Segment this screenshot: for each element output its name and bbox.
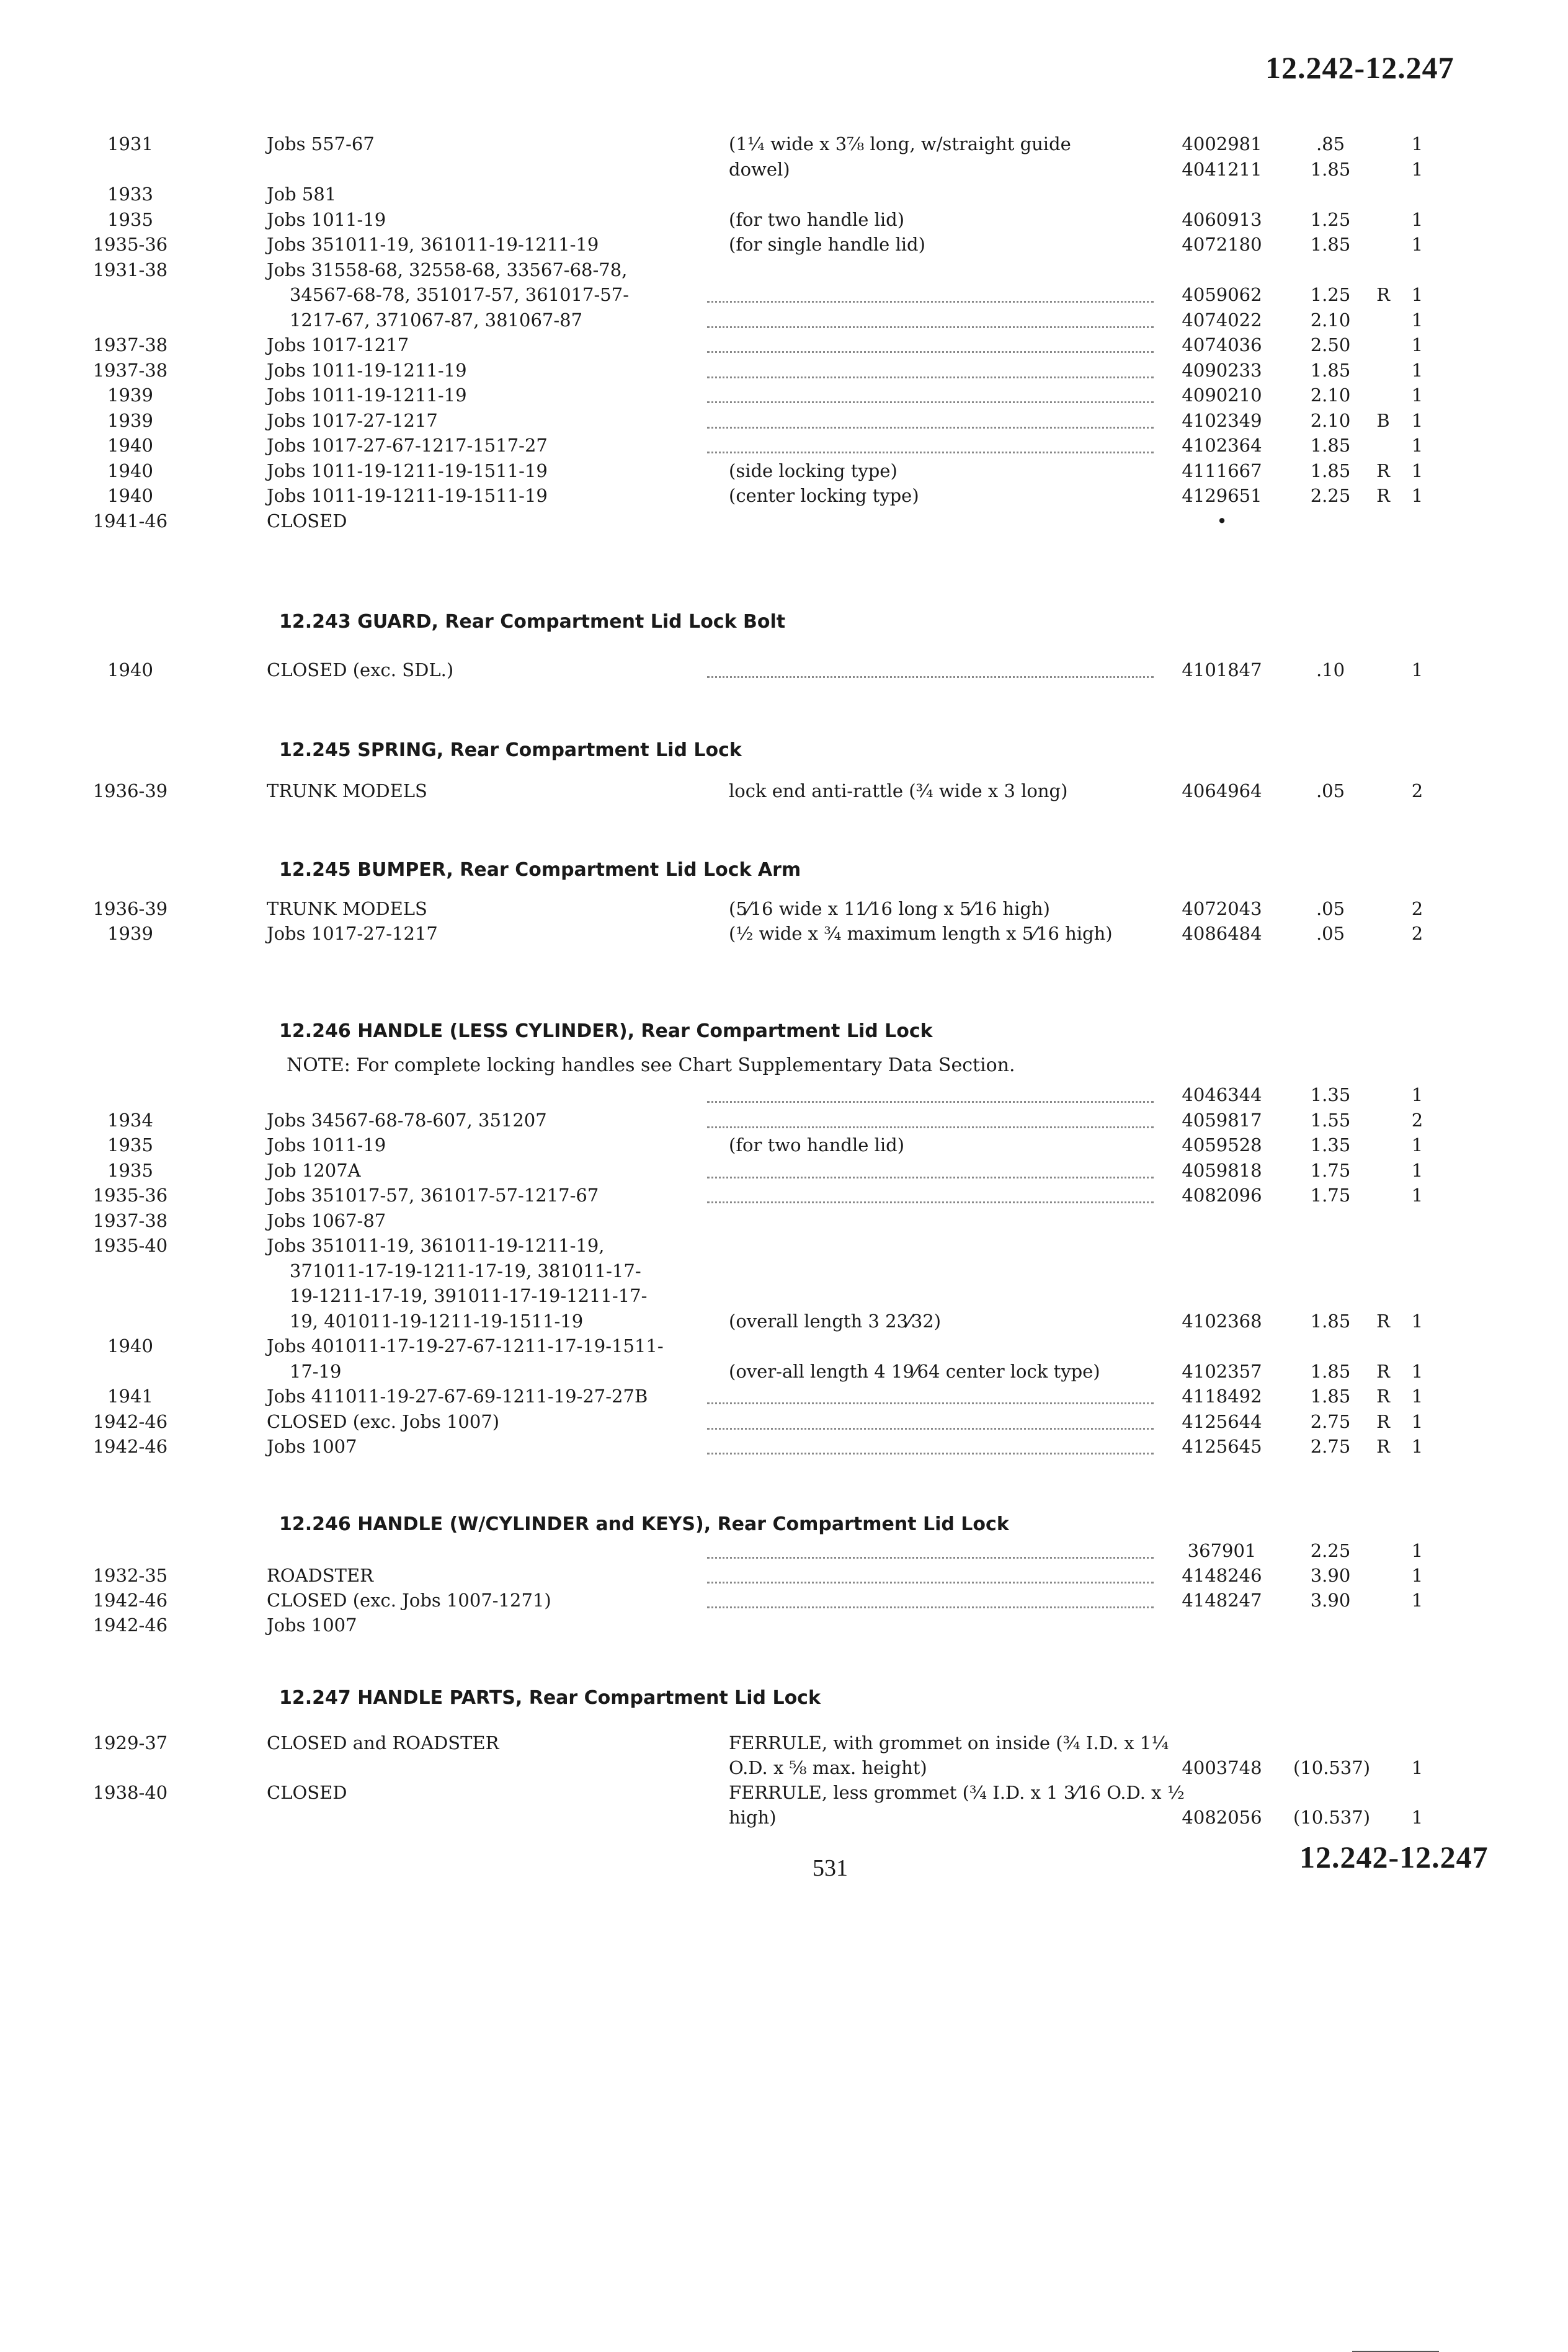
dot-leader [707, 401, 1154, 403]
list-price: 1.85 [1310, 435, 1351, 456]
list-price: 1.85 [1310, 1360, 1351, 1382]
part-description: (for two handle lid) [729, 208, 905, 230]
quantity: 1 [1411, 385, 1423, 406]
list-price: 1.25 [1310, 284, 1351, 305]
page-number: 531 [813, 1855, 848, 1881]
model-applications: 19, 401011-19-1211-19-1511-19 [267, 1310, 584, 1332]
model-applications: Jobs 351011-19, 361011-19-1211-19, [267, 1235, 605, 1256]
table-row [0, 332, 1568, 357]
part-description: O.D. x ⅝ max. height) [729, 1757, 927, 1778]
model-applications: 371011-17-19-1211-17-19, 381011-17- [267, 1260, 641, 1281]
price-code: R [1376, 284, 1390, 305]
part-number: 4082096 [1182, 1185, 1262, 1206]
model-applications: Jobs 31558-68, 32558-68, 33567-68-78, [267, 259, 628, 280]
quantity: 1 [1411, 1757, 1423, 1778]
part-number: 4064964 [1182, 780, 1262, 801]
part-number: 4090210 [1182, 385, 1262, 406]
section-title: 12.245 SPRING, Rear Compartment Lid Lock [279, 739, 742, 761]
list-price: .05 [1316, 923, 1345, 944]
quantity: 1 [1411, 234, 1423, 255]
table-row [0, 778, 1568, 803]
model-year: 1937-38 [92, 359, 168, 381]
part-number: 4125645 [1182, 1436, 1262, 1457]
model-year: 1929-37 [92, 1732, 168, 1753]
list-price: 1.85 [1310, 158, 1351, 180]
dot-leader [707, 676, 1154, 678]
list-price: 2.25 [1310, 1540, 1351, 1561]
part-description: (center locking type) [729, 485, 919, 506]
list-price: 1.75 [1310, 1159, 1351, 1181]
list-price: 1.25 [1310, 208, 1351, 230]
list-price: 2.10 [1310, 309, 1351, 331]
model-year: 1932-35 [92, 1565, 168, 1586]
quantity: 1 [1411, 1410, 1423, 1432]
quantity: 1 [1411, 1310, 1423, 1332]
model-applications: Jobs 1017-27-67-1217-1517-27 [267, 435, 548, 456]
list-price: 3.90 [1310, 1565, 1351, 1586]
model-year: 1936-39 [92, 898, 168, 919]
part-number: 4148246 [1182, 1565, 1262, 1586]
section-title: 12.243 GUARD, Rear Compartment Lid Lock Bolt [279, 611, 786, 633]
model-applications: 17-19 [267, 1360, 342, 1382]
quantity: 1 [1411, 1084, 1423, 1105]
model-year: 1940 [107, 485, 153, 506]
table-row [0, 1384, 1568, 1409]
list-price: 1.85 [1310, 1310, 1351, 1332]
model-year: 1942-46 [92, 1410, 168, 1432]
model-applications: Jobs 1011-19 [267, 208, 386, 230]
part-description: (½ wide x ¾ maximum length x 5⁄16 high) [729, 923, 1113, 944]
part-number: 4072043 [1182, 898, 1262, 919]
model-year: 1940 [107, 460, 153, 481]
quantity: 1 [1411, 409, 1423, 431]
part-number: 4059528 [1182, 1134, 1262, 1156]
list-price: 2.10 [1310, 409, 1351, 431]
model-applications: ROADSTER [267, 1565, 374, 1586]
model-year: 1935-36 [92, 1185, 168, 1206]
part-number: 4102368 [1182, 1310, 1262, 1332]
quantity: 1 [1411, 1590, 1423, 1611]
model-applications: Jobs 1017-1217 [267, 334, 409, 355]
list-price: 2.75 [1310, 1410, 1351, 1432]
list-price: (10.537) [1293, 1757, 1371, 1778]
model-year: 1942-46 [92, 1590, 168, 1611]
part-number: 4148247 [1182, 1590, 1262, 1611]
dot-leader [707, 1101, 1154, 1103]
part-number: 4129651 [1182, 485, 1262, 506]
part-number: 4002981 [1182, 133, 1262, 154]
list-price: .05 [1316, 898, 1345, 919]
list-price: 1.85 [1310, 1386, 1351, 1407]
table-row [0, 1538, 1568, 1563]
part-description: FERRULE, less grommet (¾ I.D. x 1 3⁄16 O.D. x ½ [729, 1782, 1185, 1803]
part-number: 4059818 [1182, 1159, 1262, 1181]
part-description: high) [729, 1807, 777, 1828]
list-price: 1.85 [1310, 460, 1351, 481]
table-row [0, 131, 1568, 156]
dot-leader [707, 326, 1154, 328]
part-number: 4059817 [1182, 1109, 1262, 1131]
table-row [0, 1805, 1568, 1830]
table-row [0, 232, 1568, 257]
table-row [0, 358, 1568, 383]
dot-leader [707, 1201, 1154, 1203]
quantity: 1 [1411, 334, 1423, 355]
section-note: NOTE: For complete locking handles see Chart Supplementary Data Section. [287, 1054, 1015, 1076]
table-row [0, 1108, 1568, 1133]
price-code: B [1376, 409, 1390, 431]
table-row [0, 1731, 1568, 1755]
list-price: 2.10 [1310, 385, 1351, 406]
part-number: 4072180 [1182, 234, 1262, 255]
quantity: 1 [1411, 208, 1423, 230]
part-number: 4041211 [1182, 158, 1262, 180]
model-year: 1935 [107, 1134, 153, 1156]
part-number: 4102357 [1182, 1360, 1262, 1382]
section-title: 12.246 HANDLE (W/CYLINDER and KEYS), Rear Compartment Lid Lock [279, 1513, 1009, 1535]
model-applications: Jobs 1017-27-1217 [267, 923, 438, 944]
model-applications: Jobs 1011-19-1211-19 [267, 359, 467, 381]
model-applications: CLOSED (exc. Jobs 1007-1271) [267, 1590, 551, 1611]
quantity: 1 [1411, 1540, 1423, 1561]
model-year: 1940 [107, 659, 153, 680]
part-description: (5⁄16 wide x 11⁄16 long x 5⁄16 high) [729, 898, 1050, 919]
dot-leader [707, 1126, 1154, 1128]
model-year: 1941-46 [92, 510, 168, 532]
quantity: 1 [1411, 485, 1423, 506]
list-price: (10.537) [1293, 1807, 1371, 1828]
model-applications: Jobs 1011-19-1211-19 [267, 385, 467, 406]
model-applications: Jobs 411011-19-27-67-69-1211-19-27-27B [267, 1386, 648, 1407]
model-applications: CLOSED (exc. SDL.) [267, 659, 454, 680]
quantity: 1 [1411, 1134, 1423, 1156]
model-year: 1939 [107, 409, 153, 431]
part-number: 367901 [1187, 1540, 1257, 1561]
price-code: R [1376, 1310, 1390, 1332]
price-code: R [1376, 1436, 1390, 1457]
list-price: 1.85 [1310, 359, 1351, 381]
list-price: 1.85 [1310, 234, 1351, 255]
part-number: 4102364 [1182, 435, 1262, 456]
table-row [0, 433, 1568, 458]
part-number: 4046344 [1182, 1084, 1262, 1105]
table-row [0, 1780, 1568, 1805]
part-description: FERRULE, with grommet on inside (¾ I.D. x 1¼ [729, 1732, 1169, 1753]
dot-leader [707, 1402, 1154, 1404]
quantity: 1 [1411, 284, 1423, 305]
list-price: 1.75 [1310, 1185, 1351, 1206]
part-number: 4111667 [1182, 460, 1262, 481]
table-row [0, 1258, 1568, 1283]
quantity: 1 [1411, 1185, 1423, 1206]
list-price: .05 [1316, 780, 1345, 801]
dot-leader [707, 1582, 1154, 1584]
part-description: (for single handle lid) [729, 234, 925, 255]
dot-leader [707, 376, 1154, 378]
model-applications: TRUNK MODELS [267, 898, 427, 919]
model-applications: Jobs 557-67 [267, 133, 375, 154]
table-row [0, 483, 1568, 508]
model-applications: Jobs 1007 [267, 1436, 357, 1457]
part-description: (overall length 3 23⁄32) [729, 1310, 942, 1332]
table-row [0, 1563, 1568, 1588]
list-price: 3.90 [1310, 1590, 1351, 1611]
list-price: 1.35 [1310, 1084, 1351, 1105]
quantity: 1 [1411, 1386, 1423, 1407]
model-year: 1937-38 [92, 1209, 168, 1231]
model-applications: 19-1211-17-19, 391011-17-19-1211-17- [267, 1285, 648, 1306]
quantity: 2 [1411, 898, 1423, 919]
table-row [0, 207, 1568, 232]
section-title: 12.245 BUMPER, Rear Compartment Lid Lock Arm [279, 859, 801, 881]
price-code: R [1376, 1410, 1390, 1432]
model-applications: Jobs 351017-57, 361017-57-1217-67 [267, 1185, 599, 1206]
model-year: 1939 [107, 923, 153, 944]
model-year: 1940 [107, 1335, 153, 1356]
price-code: R [1376, 1360, 1390, 1382]
model-year: 1931-38 [92, 259, 168, 280]
model-applications: TRUNK MODELS [267, 780, 427, 801]
table-row [0, 509, 1568, 533]
list-price: 2.75 [1310, 1436, 1351, 1457]
dot-leader [707, 1428, 1154, 1430]
part-description: (side locking type) [729, 460, 898, 481]
table-row [0, 282, 1568, 307]
dot-leader [707, 351, 1154, 353]
part-description: (1¼ wide x 3⅞ long, w/straight guide [729, 133, 1071, 154]
model-year: 1937-38 [92, 334, 168, 355]
part-number: 4086484 [1182, 923, 1262, 944]
quantity: 1 [1411, 1159, 1423, 1181]
part-number: 4074036 [1182, 334, 1262, 355]
model-applications: Jobs 1067-87 [267, 1209, 386, 1231]
quantity: 1 [1411, 359, 1423, 381]
model-year: 1934 [107, 1109, 153, 1131]
price-code: R [1376, 1386, 1390, 1407]
model-year: 1935-40 [92, 1235, 168, 1256]
quantity: 1 [1411, 309, 1423, 331]
part-number: 4101847 [1182, 659, 1262, 680]
model-applications: Jobs 1007 [267, 1615, 357, 1636]
part-number: • [1216, 510, 1227, 532]
model-applications: Jobs 1011-19 [267, 1134, 386, 1156]
model-year: 1933 [107, 184, 153, 205]
quantity: 1 [1411, 1807, 1423, 1828]
table-row [0, 896, 1568, 921]
table-row [0, 1158, 1568, 1183]
section-title: 12.246 HANDLE (LESS CYLINDER), Rear Compartment Lid Lock [279, 1020, 933, 1042]
model-applications: Jobs 351011-19, 361011-19-1211-19 [267, 234, 599, 255]
quantity: 1 [1411, 158, 1423, 180]
part-number: 4059062 [1182, 284, 1262, 305]
model-applications: Jobs 34567-68-78-607, 351207 [267, 1109, 547, 1131]
table-row [0, 1082, 1568, 1107]
part-number: 4125644 [1182, 1410, 1262, 1432]
table-row [0, 1588, 1568, 1613]
model-year: 1940 [107, 435, 153, 456]
list-price: 1.35 [1310, 1134, 1351, 1156]
table-row [0, 257, 1568, 282]
table-row [0, 921, 1568, 946]
table-row [0, 1208, 1568, 1233]
quantity: 2 [1411, 1109, 1423, 1131]
price-code: R [1376, 460, 1390, 481]
part-number: 4090233 [1182, 359, 1262, 381]
table-row [0, 383, 1568, 408]
table-row [0, 408, 1568, 433]
model-applications: CLOSED [267, 510, 347, 532]
quantity: 1 [1411, 1436, 1423, 1457]
table-row [0, 1613, 1568, 1637]
model-year: 1935 [107, 1159, 153, 1181]
model-applications: Jobs 1011-19-1211-19-1511-19 [267, 485, 548, 506]
part-description: lock end anti-rattle (¾ wide x 3 long) [729, 780, 1068, 801]
model-applications: Job 1207A [267, 1159, 361, 1181]
dot-leader [707, 427, 1154, 429]
model-applications: CLOSED and ROADSTER [267, 1732, 499, 1753]
model-applications: Jobs 1017-27-1217 [267, 409, 438, 431]
list-price: 1.55 [1310, 1109, 1351, 1131]
model-year: 1941 [107, 1386, 153, 1407]
table-row [0, 1409, 1568, 1434]
model-year: 1935 [107, 208, 153, 230]
quantity: 1 [1411, 435, 1423, 456]
table-row [0, 308, 1568, 332]
price-code: R [1376, 485, 1390, 506]
table-row [0, 157, 1568, 182]
list-price: 2.25 [1310, 485, 1351, 506]
table-row [0, 458, 1568, 483]
part-number: 4074022 [1182, 309, 1262, 331]
model-year: 1939 [107, 385, 153, 406]
table-row [0, 1283, 1568, 1308]
quantity: 1 [1411, 659, 1423, 680]
table-row [0, 1334, 1568, 1358]
part-number: 4060913 [1182, 208, 1262, 230]
model-year: 1942-46 [92, 1436, 168, 1457]
quantity: 1 [1411, 460, 1423, 481]
table-row [0, 1434, 1568, 1459]
dot-leader [707, 1557, 1154, 1559]
table-row [0, 657, 1568, 682]
model-applications: Job 581 [267, 184, 337, 205]
dot-leader [707, 1177, 1154, 1178]
model-year: 1931 [107, 133, 153, 154]
table-row [0, 1233, 1568, 1258]
dot-leader [707, 452, 1154, 453]
list-price: .85 [1316, 133, 1345, 154]
page-code-range-top: 12.242-12.247 [1265, 50, 1454, 85]
quantity: 1 [1411, 1565, 1423, 1586]
model-applications: Jobs 1011-19-1211-19-1511-19 [267, 460, 548, 481]
part-description: dowel) [729, 158, 790, 180]
section-title: 12.247 HANDLE PARTS, Rear Compartment Lid Lock [279, 1687, 821, 1709]
part-number: 4102349 [1182, 409, 1262, 431]
list-price: 2.50 [1310, 334, 1351, 355]
part-description: (over-all length 4 19⁄64 center lock type) [729, 1360, 1100, 1382]
table-row [0, 1309, 1568, 1334]
model-applications: CLOSED [267, 1782, 347, 1803]
model-applications: Jobs 401011-17-19-27-67-1211-17-19-1511- [267, 1335, 664, 1356]
quantity: 1 [1411, 133, 1423, 154]
quantity: 2 [1411, 923, 1423, 944]
model-year: 1935-36 [92, 234, 168, 255]
model-applications: 34567-68-78, 351017-57, 361017-57- [267, 284, 630, 305]
dot-leader [707, 301, 1154, 303]
model-year: 1942-46 [92, 1615, 168, 1636]
table-row [0, 1359, 1568, 1384]
table-row [0, 1133, 1568, 1157]
quantity: 1 [1411, 1360, 1423, 1382]
model-year: 1938-40 [92, 1782, 168, 1803]
dot-leader [707, 1453, 1154, 1454]
table-row [0, 1755, 1568, 1780]
list-price: .10 [1316, 659, 1345, 680]
part-description: (for two handle lid) [729, 1134, 905, 1156]
model-year: 1936-39 [92, 780, 168, 801]
model-applications: CLOSED (exc. Jobs 1007) [267, 1410, 500, 1432]
dot-leader [707, 1606, 1154, 1608]
part-number: 4082056 [1182, 1807, 1262, 1828]
table-row [0, 182, 1568, 207]
table-row [0, 1183, 1568, 1208]
page-code-range-bottom: 12.242-12.247 [1299, 1840, 1489, 1874]
quantity: 2 [1411, 780, 1423, 801]
part-number: 4003748 [1182, 1757, 1262, 1778]
model-applications: 1217-67, 371067-87, 381067-87 [267, 309, 583, 331]
part-number: 4118492 [1182, 1386, 1262, 1407]
